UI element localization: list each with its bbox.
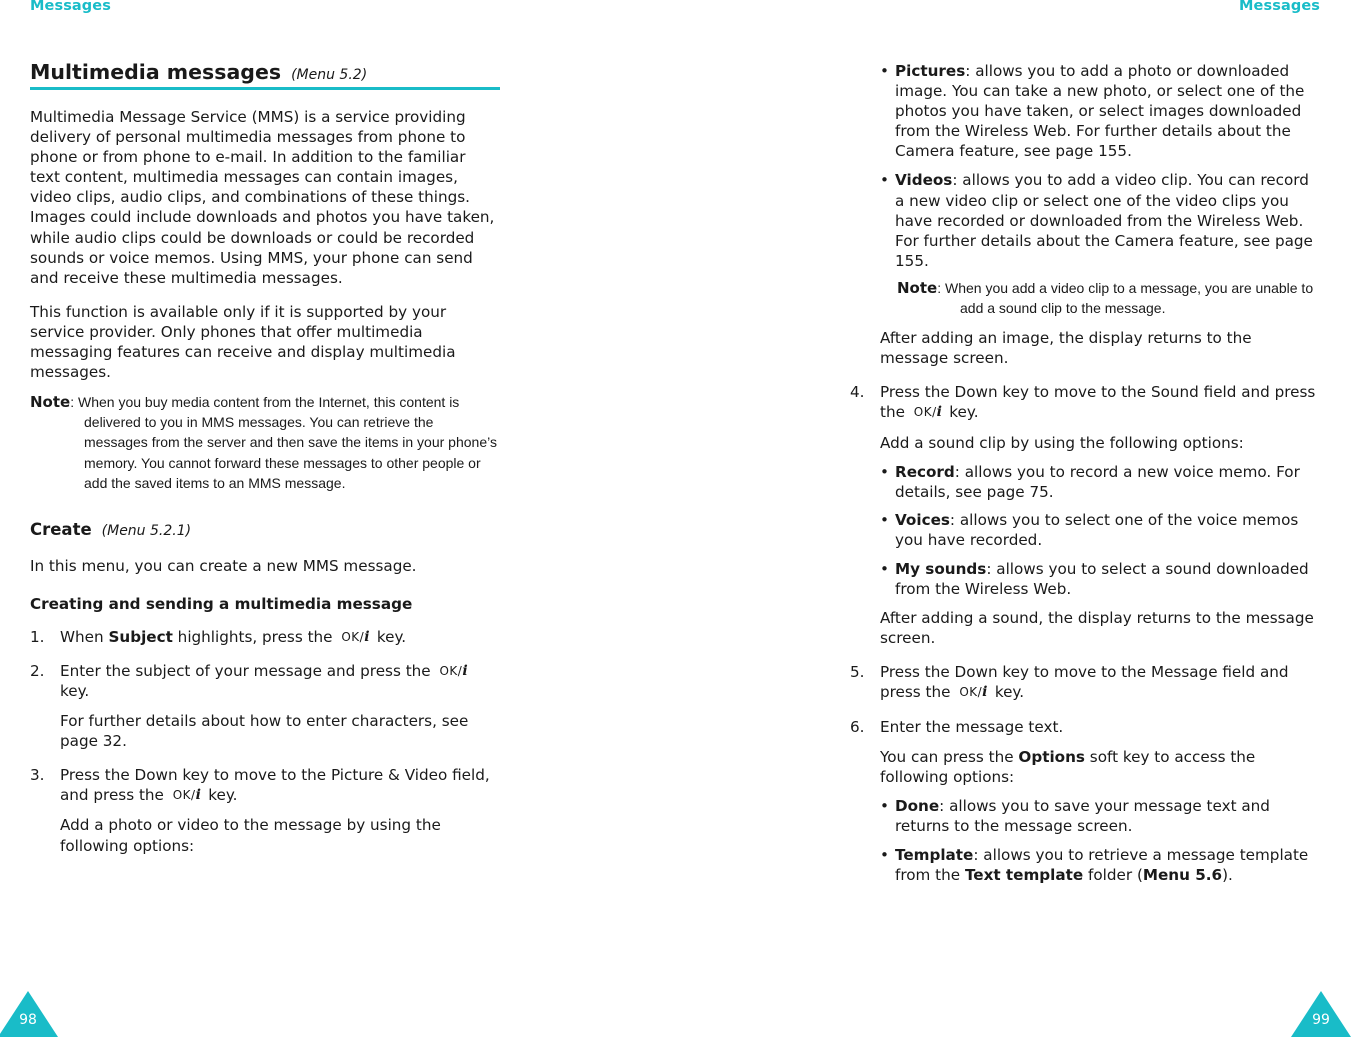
bullet-icon: •	[880, 559, 889, 578]
option-pictures: • Pictures: allows you to add a photo or downloaded image. You can take a new photo, or select one of the photos you have taken, or select images downloaded from the Wireless Web. For further details about the Camera feature, see page 155.	[880, 62, 1305, 161]
left-column	[30, 60, 500, 856]
option-videos: • Videos: allows you to add a video clip. You can record a new video clip or select one of the video clips you have recorded or downloaded from the Wireless Web. For further details about the Camera feature, see page 155.	[880, 171, 1313, 270]
picture-options	[850, 61, 1320, 368]
intro-paragraph-2: This function is available only if it is supported by your service provider. Only phones that offer multimedia messaging features can receive and display multimedia messages.	[30, 302, 456, 382]
sound-options	[850, 433, 1320, 649]
procedure-title: Creating and sending a multimedia message	[30, 594, 413, 613]
step-4: 4. Press the Down key to move to the Sound field and press the OK/i key.	[850, 383, 1316, 422]
step-1: 1. When Subject highlights, press the OK/i key.	[30, 627, 407, 646]
option-template: • Template: allows you to retrieve a message template from the Text template folder (Menu 5.6).	[880, 846, 1309, 885]
option-voices: • Voices: allows you to select one of the voice memos you have recorded.	[880, 510, 1299, 549]
subsection-title-text: Create	[30, 519, 92, 539]
ok-key-icon: OK/i	[913, 404, 943, 421]
subsection-title	[30, 520, 500, 539]
step-number: 4.	[850, 383, 865, 402]
option-done: • Done: allows you to save your message text and returns to the message screen.	[880, 796, 1270, 835]
after-sound-text: After adding a sound, the display returns to the message screen.	[880, 609, 1314, 648]
note-block-right	[880, 278, 1320, 318]
note-block	[30, 392, 500, 492]
section-title-text: Multimedia messages	[30, 60, 282, 84]
intro-paragraph-1: Multimedia Message Service (MMS) is a service providing delivery of personal multimedia messages from phone to phone or from phone to e-mail. In addition to the familiar text content, multimedia messages can contain images, video clips, audio clips, and combinations of these things. Images could include downloads and photos you have taken, while audio clips could be downloads or could be recorded sounds or voice memos. Using MMS, your phone can send and receive these multimedia messages.	[30, 108, 495, 287]
step-3-detail: Add a photo or video to the message by using the following options:	[60, 816, 441, 855]
ok-key-icon: OK/i	[341, 628, 371, 645]
note-label: Note	[30, 393, 71, 412]
step-number: 2.	[30, 661, 45, 680]
running-head-left: Messages	[30, 0, 111, 14]
note-label: Note	[897, 278, 938, 297]
step-6: 6. Enter the message text.	[850, 717, 1064, 736]
bullet-icon: •	[880, 846, 889, 864]
option-record: • Record: allows you to record a new voice memo. For details, see page 75.	[880, 462, 1300, 501]
left-page	[0, 0, 675, 1037]
message-options	[850, 747, 1320, 886]
step-number: 1.	[30, 627, 45, 646]
step-2-detail: For further details about how to enter characters, see page 32.	[60, 712, 469, 751]
section-menu-ref: (Menu 5.2)	[291, 67, 368, 83]
step-4-detail: Add a sound clip by using the following options:	[880, 433, 1244, 452]
step-number: 3.	[30, 766, 45, 785]
note-text: : When you add a video clip to a message, you are unable to add a sound clip to the message.	[937, 279, 1314, 317]
bullet-icon: •	[880, 62, 889, 80]
subsection-menu-ref: (Menu 5.2.1)	[101, 522, 192, 539]
bullet-icon: •	[880, 510, 889, 529]
page-number-right: 99	[1312, 1012, 1330, 1028]
running-head-right: Messages	[1239, 0, 1320, 14]
ok-key-icon: OK/i	[439, 662, 469, 679]
step-number: 6.	[850, 717, 865, 736]
step-6-detail: You can press the Options soft key to access the following options:	[880, 747, 1256, 786]
page-number-left: 98	[19, 1012, 37, 1028]
step-2: 2. Enter the subject of your message and press the OK/i key.	[30, 661, 469, 700]
bullet-icon: •	[880, 171, 889, 190]
section-title	[30, 60, 500, 90]
option-my-sounds: • My sounds: allows you to select a sound downloaded from the Wireless Web.	[880, 559, 1309, 599]
step-number: 5.	[850, 663, 865, 682]
note-text: : When you buy media content from the Internet, this content is delivered to you in MMS messages. You can retrieve the messages from the server and then save the items in your phone’s memory. You cannot forward these messages to other people or add the saved items to an MMS message.	[70, 394, 497, 491]
step-3: 3. Press the Down key to move to the Picture & Video field, and press the OK/i key.	[30, 766, 490, 805]
right-column	[850, 61, 1320, 885]
bullet-icon: •	[880, 796, 889, 815]
after-image-text: After adding an image, the display returns to the message screen.	[880, 329, 1252, 368]
ok-key-icon: OK/i	[172, 787, 202, 804]
ok-key-icon: OK/i	[959, 684, 988, 701]
right-page	[676, 0, 1351, 1037]
create-intro: In this menu, you can create a new MMS message.	[30, 556, 417, 575]
bullet-icon: •	[880, 462, 889, 481]
step-5: 5. Press the Down key to move to the Message field and press the OK/i key.	[850, 663, 1289, 702]
